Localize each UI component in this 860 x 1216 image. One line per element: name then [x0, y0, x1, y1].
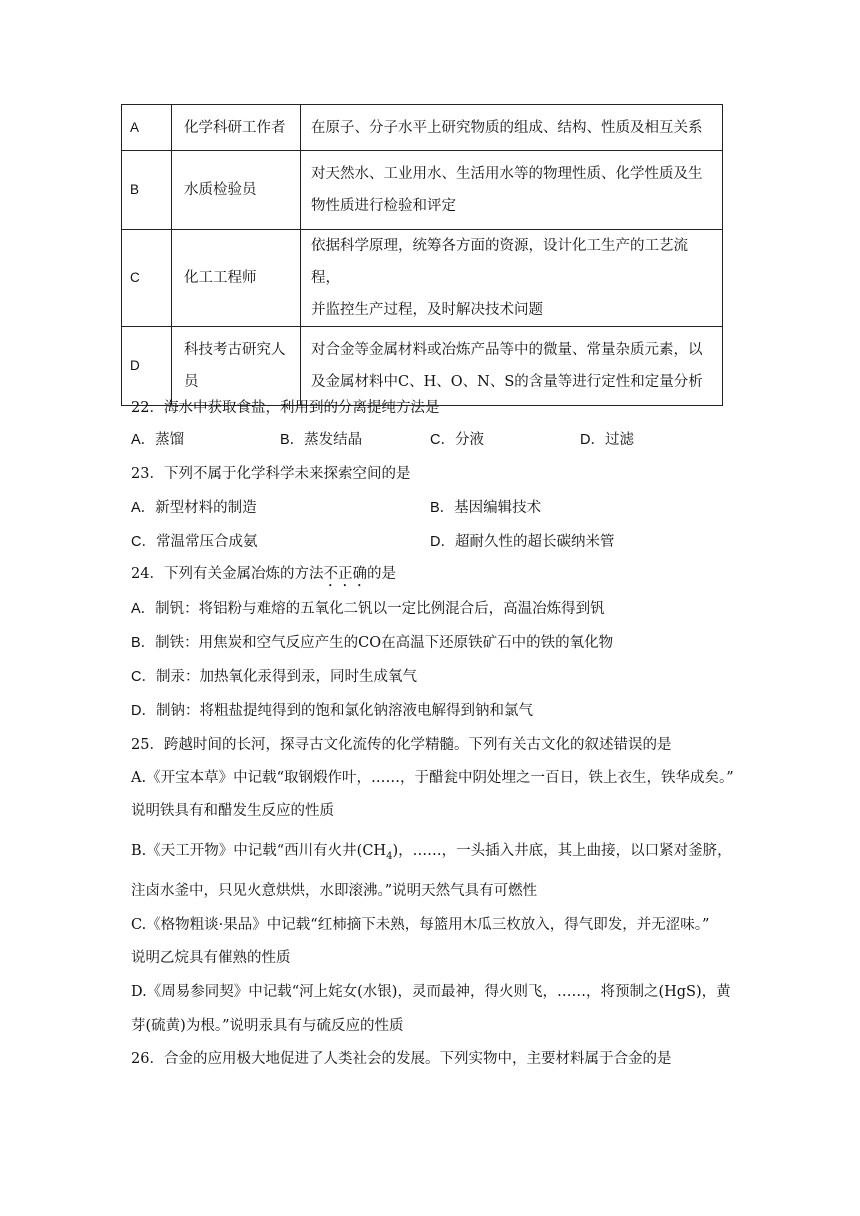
job-description [301, 151, 723, 230]
q25-option-c-line2: 说明乙烷具有催熟的性质 [131, 950, 291, 966]
table-row [122, 105, 723, 151]
q24-option-d [131, 701, 731, 721]
option-text: 基因编辑技术 [454, 500, 542, 516]
q24-option-a [131, 599, 731, 619]
option-label: B． [280, 432, 305, 448]
career-table [121, 104, 723, 406]
q25-option-b-line1 [131, 841, 731, 867]
desc-line: 在原子、分子水平上研究物质的组成、结构、性质及相互关系 [311, 119, 703, 136]
q23-option-a [131, 498, 257, 518]
q22-option-c [430, 430, 484, 450]
row-letter: D [122, 327, 172, 406]
desc-line: 依据科学原理，统筹各方面的资源，设计化工生产的工艺流程， [311, 238, 688, 286]
option-text: 分液 [454, 432, 484, 448]
table-row [122, 151, 723, 230]
option-text: 新型材料的制造 [155, 500, 257, 516]
desc-line: 及金属材料中C、H、O、N、S的含量等进行定性和定量分析 [311, 374, 703, 390]
option-text: 常温常压合成氨 [155, 534, 258, 550]
option-text: 制钒：将铝粉与难熔的五氧化二钒以一定比例混合后，高温冶炼得到钒 [155, 601, 605, 617]
option-text: B.《天工开物》中记载“西川有火井(CH [131, 843, 387, 859]
question-22-stem: 22．海水中获取食盐，利用到的分离提纯方法是 [131, 400, 440, 416]
option-label: A． [131, 500, 156, 516]
option-label: D． [580, 432, 605, 448]
option-text: 制汞：加热氧化汞得到汞，同时生成氧气 [155, 669, 417, 685]
q22-option-d [580, 430, 634, 450]
option-text: 蒸发结晶 [304, 432, 363, 448]
q25-option-b-line2: 注卤水釜中，只见火意烘烘，水即滚沸。”说明天然气具有可燃性 [131, 883, 538, 899]
q25-option-a-line2: 说明铁具有和醋发生反应的性质 [131, 803, 334, 819]
option-text: 超耐久性的超长碳纳米管 [454, 534, 615, 550]
question-24-stem [131, 564, 731, 590]
q23-option-b [430, 498, 541, 518]
q23-option-c [131, 532, 257, 552]
job-title: 水质检验员 [172, 151, 301, 230]
option-label: D． [131, 703, 156, 719]
table-row [122, 230, 723, 327]
q22-option-b [280, 430, 362, 450]
option-label: C． [131, 669, 156, 685]
job-title [172, 327, 301, 406]
table-row [122, 327, 723, 406]
desc-line: 对天然水、工业用水、生活用水等的物理性质、化学性质及生 [311, 166, 703, 182]
subscript: 4 [386, 850, 393, 862]
job-title: 化学科研工作者 [172, 105, 301, 151]
option-label: B． [430, 500, 455, 516]
q24-option-c [131, 667, 731, 687]
option-label: A． [131, 432, 156, 448]
row-letter: C [122, 230, 172, 327]
job-title: 化工工程师 [172, 230, 301, 327]
option-label: A． [131, 601, 156, 617]
option-text: )，……，一头插入井底，其上曲接，以口紧对釜脐， [392, 843, 732, 859]
question-26-stem: 26．合金的应用极大地促进了人类社会的发展。下列实物中，主要材料属于合金的是 [131, 1051, 672, 1067]
option-text: 制铁：用焦炭和空气反应产生的CO在高温下还原铁矿石中的铁的氧化物 [155, 635, 614, 651]
job-title-line: 科技考古研究人 [184, 342, 286, 358]
job-title-line: 员 [184, 374, 199, 390]
question-25-stem: 25．跨越时间的长河，探寻古文化流传的化学精髓。下列有关古文化的叙述错误的是 [131, 737, 672, 753]
stem-text: 24．下列有关金属冶炼的方法 [131, 566, 324, 582]
q25-option-a-line1: A.《开宝本草》中记载“取钢煅作叶，……，于醋瓮中阴处埋之一百日，铁上衣生，铁华成矣。” [131, 770, 734, 786]
q25-option-d-line2: 芽(硫黄)为根。”说明汞具有与硫反应的性质 [131, 1018, 404, 1034]
q24-option-b [131, 633, 731, 653]
job-description [301, 230, 723, 327]
q22-option-a [131, 430, 184, 450]
desc-line: 并监控生产过程，及时解决技术问题 [311, 302, 543, 318]
row-letter: A [122, 105, 172, 151]
option-text: 蒸馏 [155, 432, 185, 448]
option-label: C． [430, 432, 455, 448]
desc-line: 物性质进行检验和评定 [311, 198, 456, 214]
option-label: B． [131, 635, 156, 651]
stem-text: 的是 [366, 566, 396, 582]
question-23-stem: 23．下列不属于化学科学未来探索空间的是 [131, 466, 411, 482]
option-text: 制钠：将粗盐提纯得到的饱和氯化钠溶液电解得到钠和氯气 [155, 703, 533, 719]
option-text: 过滤 [604, 432, 634, 448]
job-description [301, 105, 723, 151]
q25-option-c-line1: C.《格物粗谈·果品》中记载“红柿摘下未熟，每篮用木瓜三枚放入，得气即发，并无涩味。” [131, 917, 710, 933]
row-letter: B [122, 151, 172, 230]
q23-option-d [430, 532, 614, 552]
stem-emphasis: 不正确 [323, 566, 367, 582]
desc-line: 对合金等金属材料或冶炼产品等中的微量、常量杂质元素，以 [311, 342, 703, 358]
option-label: C． [131, 534, 156, 550]
q25-option-d-line1: D.《周易参同契》中记载“河上姹女(水银)，灵而最神，得火则飞，……，将预制之(HgS)，黄 [131, 984, 731, 1000]
job-description [301, 327, 723, 406]
option-label: D． [430, 534, 455, 550]
